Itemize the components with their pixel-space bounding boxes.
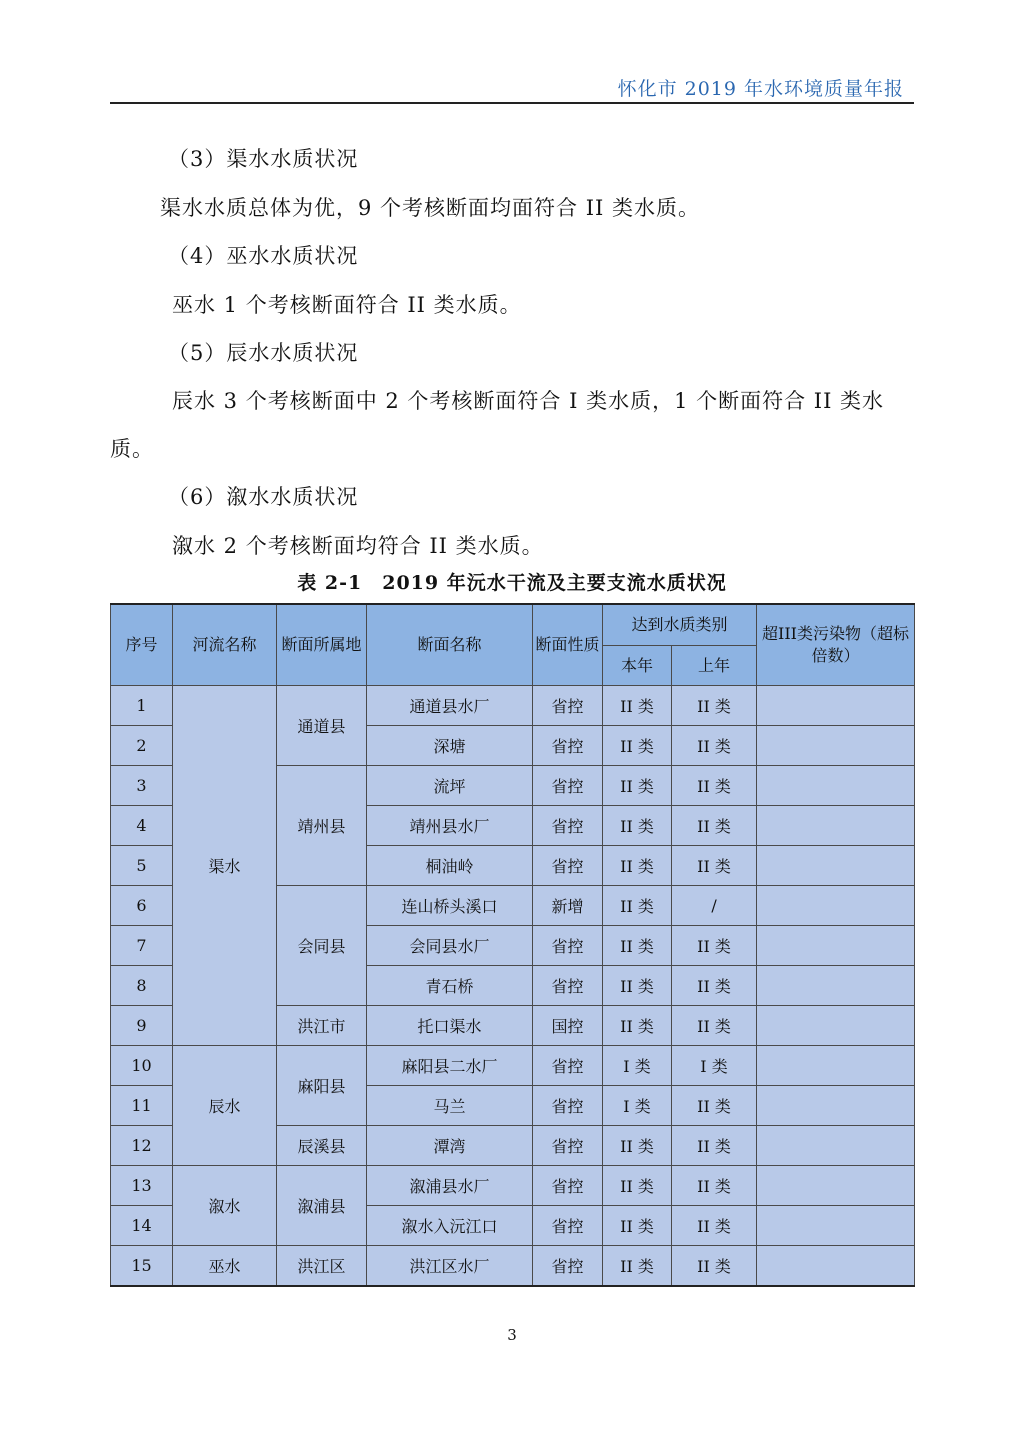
cell-pollutant: [757, 926, 915, 966]
cell-section-name: 通道县水厂: [367, 686, 533, 726]
header-grade: 达到水质类别: [603, 604, 757, 646]
cell-this-year: II 类: [603, 1126, 672, 1166]
heading-xushui: （6）溆水水质状况: [168, 485, 359, 509]
cell-section-name: 青石桥: [367, 966, 533, 1006]
cell-nature: 省控: [533, 1166, 603, 1206]
cell-this-year: II 类: [603, 1206, 672, 1246]
cell-last-year: II 类: [672, 1006, 757, 1046]
para-chenshui-cont: 质。: [110, 437, 154, 461]
cell-nature: 省控: [533, 766, 603, 806]
cell-seq: 14: [111, 1206, 173, 1246]
cell-seq: 7: [111, 926, 173, 966]
cell-pollutant: [757, 766, 915, 806]
cell-seq: 9: [111, 1006, 173, 1046]
cell-seq: 1: [111, 686, 173, 726]
cell-pollutant: [757, 1246, 915, 1287]
cell-this-year: II 类: [603, 726, 672, 766]
cell-seq: 10: [111, 1046, 173, 1086]
cell-last-year: II 类: [672, 1126, 757, 1166]
cell-seq: 5: [111, 846, 173, 886]
cell-this-year: II 类: [603, 806, 672, 846]
cell-nature: 省控: [533, 806, 603, 846]
cell-last-year: II 类: [672, 1166, 757, 1206]
cell-pollutant: [757, 806, 915, 846]
cell-nature: 省控: [533, 926, 603, 966]
cell-last-year: II 类: [672, 686, 757, 726]
cell-this-year: II 类: [603, 766, 672, 806]
cell-river: 渠水: [173, 686, 277, 1046]
cell-seq: 12: [111, 1126, 173, 1166]
cell-seq: 13: [111, 1166, 173, 1206]
cell-pollutant: [757, 1006, 915, 1046]
cell-section-name: 流坪: [367, 766, 533, 806]
cell-this-year: II 类: [603, 846, 672, 886]
cell-section-name: 潭湾: [367, 1126, 533, 1166]
cell-seq: 8: [111, 966, 173, 1006]
cell-section-name: 连山桥头溪口: [367, 886, 533, 926]
cell-area: 辰溪县: [277, 1126, 367, 1166]
cell-section-name: 桐油岭: [367, 846, 533, 886]
cell-last-year: II 类: [672, 1086, 757, 1126]
para-xushui: 溆水 2 个考核断面均符合 II 类水质。: [172, 534, 544, 558]
cell-area: 麻阳县: [277, 1046, 367, 1126]
cell-last-year: II 类: [672, 846, 757, 886]
para-chenshui: 辰水 3 个考核断面中 2 个考核断面符合 I 类水质，1 个断面符合 II 类水: [172, 389, 885, 413]
cell-last-year: II 类: [672, 966, 757, 1006]
cell-last-year: /: [672, 886, 757, 926]
cell-last-year: II 类: [672, 726, 757, 766]
page-header: [110, 72, 914, 104]
cell-seq: 6: [111, 886, 173, 926]
cell-nature: 省控: [533, 1206, 603, 1246]
cell-last-year: II 类: [672, 926, 757, 966]
cell-river: 溆水: [173, 1166, 277, 1246]
cell-section-name: 深塘: [367, 726, 533, 766]
cell-area: 会同县: [277, 886, 367, 1006]
heading-qushui: （3）渠水水质状况: [168, 147, 359, 171]
cell-this-year: II 类: [603, 1166, 672, 1206]
cell-section-name: 托口渠水: [367, 1006, 533, 1046]
header-area: 断面所属地: [277, 604, 367, 686]
cell-this-year: I 类: [603, 1046, 672, 1086]
table-row: [111, 1246, 915, 1287]
cell-seq: 2: [111, 726, 173, 766]
header-title: 怀化市 2019 年水环境质量年报: [617, 78, 904, 100]
cell-area: 溆浦县: [277, 1166, 367, 1246]
cell-nature: 省控: [533, 1246, 603, 1287]
para-wushui: 巫水 1 个考核断面符合 II 类水质。: [172, 293, 522, 317]
cell-nature: 省控: [533, 686, 603, 726]
cell-seq: 15: [111, 1246, 173, 1287]
cell-area: 靖州县: [277, 766, 367, 886]
cell-nature: 省控: [533, 1126, 603, 1166]
cell-seq: 3: [111, 766, 173, 806]
cell-area: 通道县: [277, 686, 367, 766]
cell-this-year: II 类: [603, 1006, 672, 1046]
cell-pollutant: [757, 726, 915, 766]
cell-this-year: II 类: [603, 886, 672, 926]
table-row: [111, 1166, 915, 1206]
table-row: [111, 1046, 915, 1086]
header-nature: 断面性质: [533, 604, 603, 686]
cell-pollutant: [757, 1046, 915, 1086]
heading-chenshui: （5）辰水水质状况: [168, 341, 359, 365]
cell-this-year: II 类: [603, 1246, 672, 1287]
cell-this-year: II 类: [603, 686, 672, 726]
cell-section-name: 溆水入沅江口: [367, 1206, 533, 1246]
cell-nature: 省控: [533, 726, 603, 766]
cell-pollutant: [757, 1166, 915, 1206]
page-number: 3: [507, 1326, 517, 1344]
cell-section-name: 麻阳县二水厂: [367, 1046, 533, 1086]
cell-pollutant: [757, 846, 915, 886]
cell-last-year: II 类: [672, 766, 757, 806]
header-this-year: 本年: [603, 646, 672, 686]
cell-seq: 11: [111, 1086, 173, 1126]
cell-section-name: 溆浦县水厂: [367, 1166, 533, 1206]
para-qushui: 渠水水质总体为优，9 个考核断面均面符合 II 类水质。: [160, 196, 700, 220]
heading-wushui: （4）巫水水质状况: [168, 244, 359, 268]
header-seq: 序号: [111, 604, 173, 686]
cell-nature: 新增: [533, 886, 603, 926]
cell-seq: 4: [111, 806, 173, 846]
cell-area: 洪江区: [277, 1246, 367, 1287]
cell-area: 洪江市: [277, 1006, 367, 1046]
cell-this-year: II 类: [603, 926, 672, 966]
cell-this-year: II 类: [603, 966, 672, 1006]
cell-last-year: I 类: [672, 1046, 757, 1086]
cell-pollutant: [757, 1206, 915, 1246]
cell-section-name: 洪江区水厂: [367, 1246, 533, 1287]
cell-nature: 国控: [533, 1006, 603, 1046]
cell-section-name: 靖州县水厂: [367, 806, 533, 846]
cell-river: 巫水: [173, 1246, 277, 1287]
cell-pollutant: [757, 686, 915, 726]
cell-last-year: II 类: [672, 806, 757, 846]
header-river: 河流名称: [173, 604, 277, 686]
cell-nature: 省控: [533, 1046, 603, 1086]
cell-nature: 省控: [533, 966, 603, 1006]
cell-this-year: I 类: [603, 1086, 672, 1126]
cell-pollutant: [757, 966, 915, 1006]
water-quality-table: [110, 603, 915, 1287]
cell-pollutant: [757, 1086, 915, 1126]
table-caption: 表 2-1 2019 年沅水干流及主要支流水质状况: [297, 572, 727, 594]
header-section-name: 断面名称: [367, 604, 533, 686]
header-last-year: 上年: [672, 646, 757, 686]
cell-section-name: 马兰: [367, 1086, 533, 1126]
cell-pollutant: [757, 886, 915, 926]
table-row: [111, 686, 915, 726]
cell-pollutant: [757, 1126, 915, 1166]
cell-river: 辰水: [173, 1046, 277, 1166]
header-pollutant: 超III类污染物（超标倍数）: [757, 604, 915, 686]
cell-nature: 省控: [533, 1086, 603, 1126]
cell-nature: 省控: [533, 846, 603, 886]
cell-last-year: II 类: [672, 1206, 757, 1246]
cell-last-year: II 类: [672, 1246, 757, 1287]
cell-section-name: 会同县水厂: [367, 926, 533, 966]
